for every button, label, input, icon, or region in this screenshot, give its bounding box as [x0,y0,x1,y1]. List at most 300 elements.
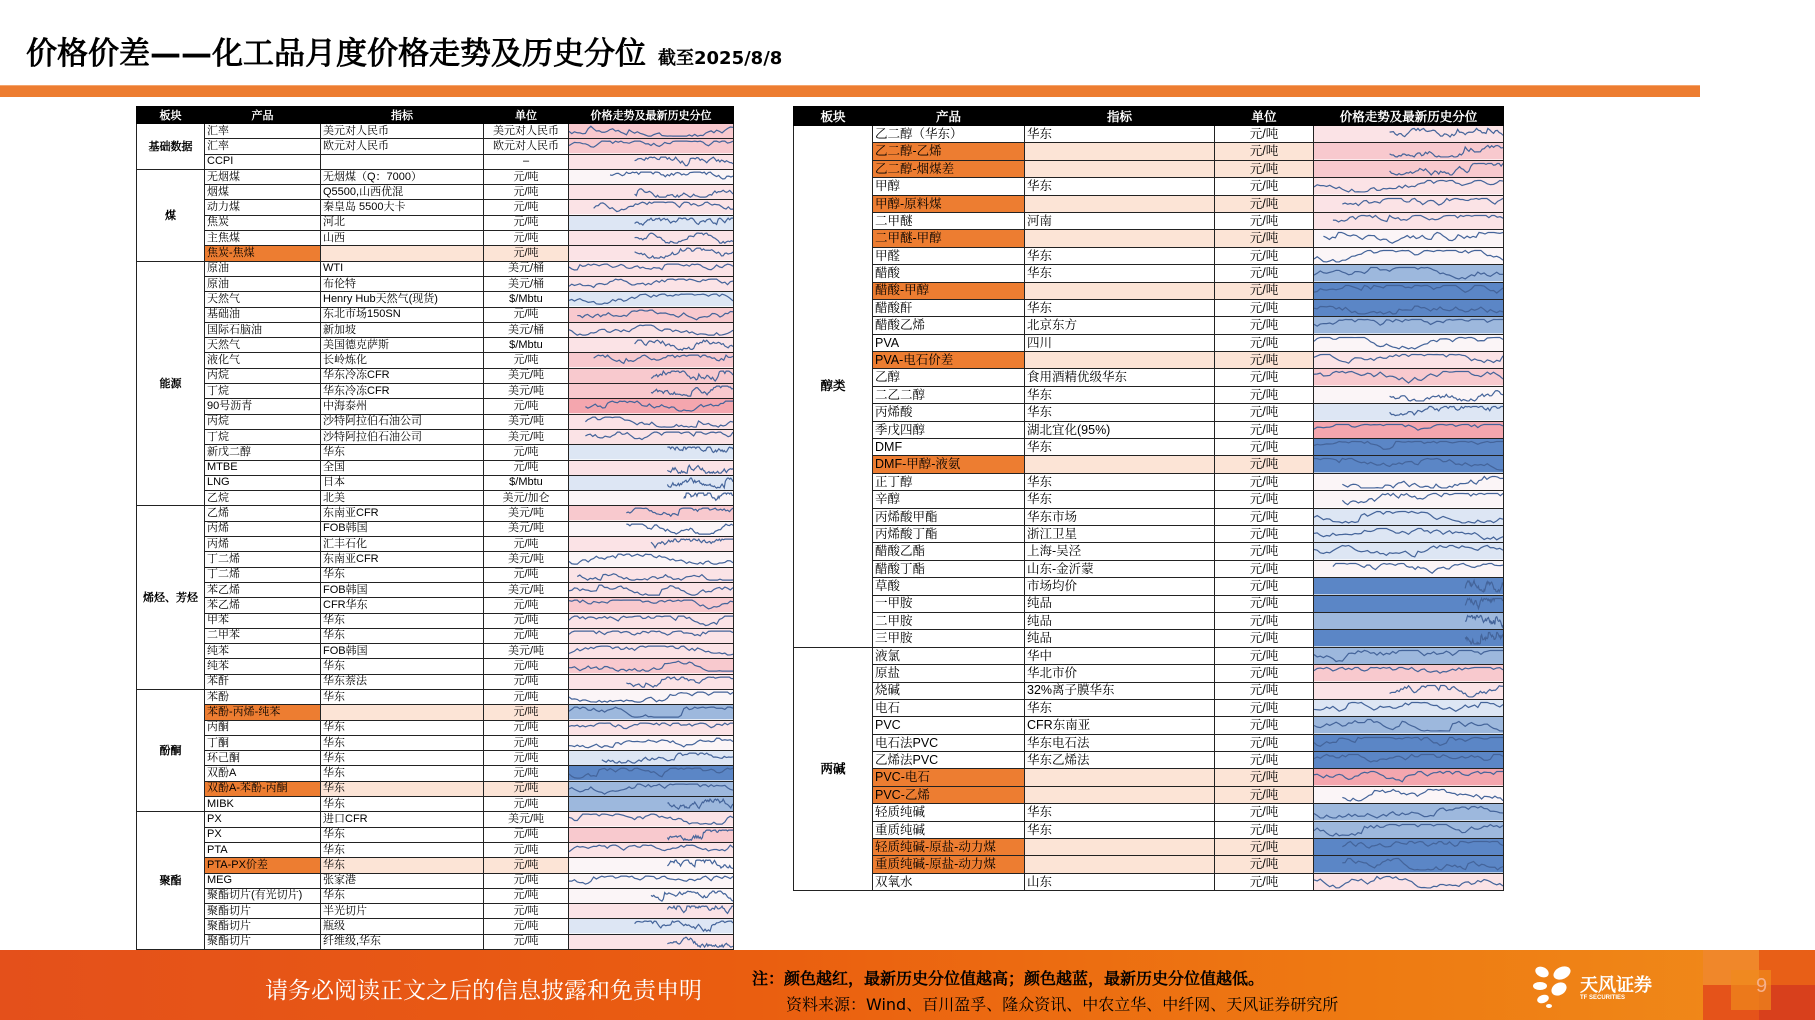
unit-cell: 元/吨 [484,169,569,184]
table-row [794,804,1504,821]
table-row [794,178,1504,195]
trend-sparkline [569,705,734,720]
table-row [794,665,1504,682]
indicator-cell: 新加坡 [321,322,484,337]
unit-cell: – [484,154,569,169]
trend-sparkline [1314,769,1504,786]
disclaimer-link: 请务必阅读正文之后的信息披露和免责申明 [265,978,702,1004]
unit-cell: 元/吨 [1215,282,1314,299]
trend-sparkline [569,873,734,888]
indicator-cell: 华东冷冻CFR [321,368,484,383]
product-cell: 轻质纯碱-原盐-动力煤 [873,839,1025,856]
indicator-cell: 华东 [1025,126,1215,143]
unit-cell: $/Mbtu [484,475,569,490]
col-header-sector: 板块 [137,107,205,124]
data-source: 资料来源：Wind、百川盈孚、隆众资讯、中农立华、中纤网、天风证券研究所 [786,995,1339,1014]
table-row [794,595,1504,612]
sector-cell: 烯烃、芳烃 [137,506,205,690]
unit-cell: 美元/加仑 [484,491,569,506]
indicator-cell: 中海泰州 [321,399,484,414]
unit-cell: 元/吨 [484,735,569,750]
product-cell: 液氯 [873,647,1025,664]
product-cell: 苯乙烯 [205,598,321,613]
product-cell: 烧碱 [873,682,1025,699]
table-row [794,839,1504,856]
indicator-cell: 华东 [321,689,484,704]
product-cell: MTBE [205,460,321,475]
table-row [137,414,734,429]
trend-sparkline [1314,352,1504,369]
unit-cell: 元/吨 [484,904,569,919]
indicator-cell: 瓶级 [321,919,484,934]
unit-cell: 元/吨 [1215,873,1314,890]
trend-sparkline [1314,473,1504,490]
unit-cell: 元/吨 [1215,421,1314,438]
table-row [137,613,734,628]
col-header-trend: 价格走势及最新历史分位 [569,107,734,124]
sector-cell: 聚酯 [137,812,205,950]
table-row [137,644,734,659]
indicator-cell: 张家港 [321,873,484,888]
indicator-cell: 华东 [1025,178,1215,195]
trend-sparkline [569,475,734,490]
trend-sparkline [569,674,734,689]
footer-bar [0,950,1815,1020]
trend-sparkline [569,521,734,536]
trend-sparkline [569,215,734,230]
product-cell: 丁二烯 [205,567,321,582]
indicator-cell: 华东乙烯法 [1025,752,1215,769]
unit-cell: 欧元对人民币 [484,139,569,154]
trend-sparkline [1314,230,1504,247]
product-cell: 甲醇 [873,178,1025,195]
unit-cell: 元/吨 [1215,665,1314,682]
product-cell: 三甲胺 [873,630,1025,647]
table-row [794,230,1504,247]
trend-sparkline [1314,282,1504,299]
trend-sparkline [569,246,734,261]
unit-cell: 元/吨 [1215,578,1314,595]
unit-cell: 元/吨 [484,537,569,552]
right-table-body [794,126,1504,891]
product-cell: 丙烯酸 [873,404,1025,421]
trend-sparkline [1314,508,1504,525]
indicator-cell [1025,769,1215,786]
indicator-cell: 美元对人民币 [321,124,484,139]
col-header-unit: 单位 [484,107,569,124]
trend-sparkline [1314,752,1504,769]
table-row [137,246,734,261]
table-row [794,560,1504,577]
product-cell: 重质纯碱 [873,821,1025,838]
indicator-cell: 华东 [1025,299,1215,316]
unit-cell: 美元/吨 [484,368,569,383]
product-cell: 焦炭 [205,215,321,230]
sector-cell: 基础数据 [137,124,205,170]
indicator-cell [321,154,484,169]
table-row [137,674,734,689]
product-cell: DMF [873,439,1025,456]
table-row [794,195,1504,212]
table-row [794,473,1504,490]
trend-sparkline [1314,126,1504,143]
table-row [137,154,734,169]
trend-sparkline [1314,821,1504,838]
product-cell: 醋酸-甲醇 [873,282,1025,299]
product-cell: 一甲胺 [873,595,1025,612]
table-row [137,475,734,490]
table-row [794,421,1504,438]
product-cell: 苯酚-丙烯-纯苯 [205,705,321,720]
table-row [137,368,734,383]
unit-cell: 美元/吨 [484,644,569,659]
unit-cell: 美元对人民币 [484,124,569,139]
trend-sparkline [569,445,734,460]
trend-sparkline [569,231,734,246]
indicator-cell: 华东 [321,628,484,643]
table-row [794,299,1504,316]
indicator-cell: 河南 [1025,212,1215,229]
product-cell: MEG [205,873,321,888]
table-row [137,934,734,949]
unit-cell: 元/吨 [1215,299,1314,316]
product-cell: 醋酸酐 [873,299,1025,316]
col-header-product: 产品 [205,107,321,124]
unit-cell: 美元/桶 [484,276,569,291]
unit-cell: 美元/吨 [484,521,569,536]
product-cell: 二乙二醇 [873,386,1025,403]
indicator-cell: 华东 [321,842,484,857]
table-header-row [794,107,1504,126]
unit-cell: 元/吨 [1215,647,1314,664]
table-row [137,842,734,857]
product-cell: 季戊四醇 [873,421,1025,438]
indicator-cell: 华中 [1025,647,1215,664]
unit-cell: 元/吨 [484,858,569,873]
unit-cell: 元/吨 [484,445,569,460]
trend-sparkline [569,399,734,414]
product-cell: 草酸 [873,578,1025,595]
trend-sparkline [569,124,734,139]
unit-cell: 元/吨 [484,246,569,261]
trend-sparkline [569,368,734,383]
unit-cell: 元/吨 [484,842,569,857]
table-row [794,212,1504,229]
unit-cell: 元/吨 [1215,386,1314,403]
indicator-cell: 华东 [1025,386,1215,403]
unit-cell: 元/吨 [484,460,569,475]
product-cell: 辛醇 [873,491,1025,508]
trend-sparkline [1314,439,1504,456]
trend-sparkline [1314,804,1504,821]
trend-sparkline [569,842,734,857]
table-row [794,873,1504,890]
unit-cell: 元/吨 [1215,491,1314,508]
trend-sparkline [569,720,734,735]
unit-cell: 元/吨 [1215,786,1314,803]
unit-cell: 元/吨 [484,781,569,796]
unit-cell: 元/吨 [1215,699,1314,716]
product-cell: 正丁醇 [873,473,1025,490]
product-cell: 丙烯 [205,537,321,552]
table-row [137,812,734,827]
unit-cell: 元/吨 [484,705,569,720]
trend-sparkline [569,154,734,169]
product-cell: 乙二醇-烟煤差 [873,160,1025,177]
left-price-table [136,106,734,950]
as-of-date: 截至2025/8/8 [658,48,783,69]
product-cell: 甲苯 [205,613,321,628]
table-row [794,682,1504,699]
table-row [794,126,1504,143]
table-row [794,786,1504,803]
unit-cell: 元/吨 [1215,230,1314,247]
table-header-row [137,107,734,124]
unit-cell: 元/吨 [1215,839,1314,856]
product-cell: PVC-乙烯 [873,786,1025,803]
indicator-cell: 华东 [321,781,484,796]
table-row [137,429,734,444]
indicator-cell: 全国 [321,460,484,475]
trend-sparkline [569,628,734,643]
unit-cell: 元/吨 [1215,369,1314,386]
indicator-cell: 北京东方 [1025,317,1215,334]
trend-sparkline [569,613,734,628]
product-cell: 原盐 [873,665,1025,682]
product-cell: PVA [873,334,1025,351]
trend-sparkline [1314,178,1504,195]
table-row [794,247,1504,264]
trend-sparkline [1314,856,1504,873]
indicator-cell: FOB韩国 [321,644,484,659]
table-row [137,720,734,735]
trend-sparkline [1314,404,1504,421]
unit-cell: 元/吨 [1215,804,1314,821]
product-cell: LNG [205,475,321,490]
indicator-cell: 进口CFR [321,812,484,827]
col-header-product: 产品 [873,107,1025,126]
unit-cell: 元/吨 [484,888,569,903]
product-cell: PX [205,812,321,827]
trend-sparkline [1314,699,1504,716]
table-row [137,827,734,842]
col-header-trend: 价格走势及最新历史分位 [1314,107,1504,126]
table-row [137,185,734,200]
trend-sparkline [569,537,734,552]
trend-sparkline [569,491,734,506]
unit-cell: 元/吨 [1215,769,1314,786]
indicator-cell: 华东 [1025,247,1215,264]
trend-sparkline [569,582,734,597]
indicator-cell: 上海-吴泾 [1025,543,1215,560]
trend-sparkline [569,919,734,934]
trend-sparkline [569,659,734,674]
indicator-cell: FOB韩国 [321,582,484,597]
indicator-cell: 浙江卫星 [1025,525,1215,542]
unit-cell: 美元/吨 [484,552,569,567]
trend-sparkline [569,552,734,567]
trend-sparkline [569,812,734,827]
indicator-cell: 无烟煤（Q：7000） [321,169,484,184]
table-row [137,705,734,720]
indicator-cell: 华东 [321,567,484,582]
indicator-cell: 华东冷冻CFR [321,384,484,399]
indicator-cell: 沙特阿拉伯石油公司 [321,414,484,429]
product-cell: 双酚A [205,766,321,781]
product-cell: 环己酮 [205,751,321,766]
product-cell: 乙醇 [873,369,1025,386]
trend-sparkline [569,598,734,613]
table-row [794,699,1504,716]
table-row [794,717,1504,734]
product-cell: 烟煤 [205,185,321,200]
product-cell: 电石 [873,699,1025,716]
indicator-cell: 华东 [1025,404,1215,421]
trend-sparkline [569,185,734,200]
product-cell: 重质纯碱-原盐-动力煤 [873,856,1025,873]
product-cell: 聚酯切片(有光切片) [205,888,321,903]
table-row [794,352,1504,369]
indicator-cell [1025,856,1215,873]
unit-cell: 元/吨 [1215,752,1314,769]
trend-sparkline [1314,143,1504,160]
indicator-cell [1025,786,1215,803]
indicator-cell [1025,282,1215,299]
table-row [137,491,734,506]
unit-cell: 元/吨 [1215,525,1314,542]
product-cell: 液化气 [205,353,321,368]
indicator-cell: 河北 [321,215,484,230]
unit-cell: 元/吨 [1215,317,1314,334]
indicator-cell [1025,160,1215,177]
unit-cell: 元/吨 [484,827,569,842]
indicator-cell: 长岭炼化 [321,353,484,368]
product-cell: 国际石脑油 [205,322,321,337]
table-row [794,160,1504,177]
product-cell: 汇率 [205,139,321,154]
unit-cell: 元/吨 [484,613,569,628]
indicator-cell: WTI [321,261,484,276]
trend-sparkline [569,307,734,322]
trend-sparkline [1314,299,1504,316]
unit-cell: 元/吨 [1215,126,1314,143]
product-cell: 天然气 [205,338,321,353]
trend-sparkline [1314,160,1504,177]
table-row [137,353,734,368]
product-cell: 90号沥青 [205,399,321,414]
unit-cell: 元/吨 [484,307,569,322]
product-cell: 电石法PVC [873,734,1025,751]
flower-logo-icon [1532,964,1576,1008]
unit-cell: 元/吨 [1215,178,1314,195]
trend-sparkline [1314,212,1504,229]
trend-sparkline [569,644,734,659]
indicator-cell: 华东 [321,751,484,766]
trend-sparkline [1314,195,1504,212]
indicator-cell: 华东 [1025,439,1215,456]
trend-sparkline [1314,334,1504,351]
table-row [137,873,734,888]
indicator-cell: 华东 [321,659,484,674]
unit-cell: 元/吨 [1215,734,1314,751]
trend-sparkline [569,735,734,750]
indicator-cell: 华东 [1025,804,1215,821]
indicator-cell: 华东市场 [1025,508,1215,525]
indicator-cell: 市场均价 [1025,578,1215,595]
trend-sparkline [1314,786,1504,803]
product-cell: 焦炭-焦煤 [205,246,321,261]
table-row [137,904,734,919]
trend-sparkline [569,414,734,429]
page-title [26,28,782,73]
table-row [794,491,1504,508]
trend-sparkline [569,781,734,796]
product-cell: 甲醛 [873,247,1025,264]
table-row [794,369,1504,386]
col-header-indicator: 指标 [321,107,484,124]
unit-cell: 元/吨 [484,567,569,582]
unit-cell: 元/吨 [1215,404,1314,421]
product-cell: 无烟煤 [205,169,321,184]
unit-cell: 美元/吨 [484,429,569,444]
table-row [794,752,1504,769]
trend-sparkline [569,429,734,444]
indicator-cell: 纯品 [1025,595,1215,612]
table-row [137,781,734,796]
trend-sparkline [569,934,734,949]
product-cell: 二甲醚-甲醇 [873,230,1025,247]
unit-cell: 美元/吨 [484,582,569,597]
table-row [137,751,734,766]
table-row [137,261,734,276]
product-cell: 新戊二醇 [205,445,321,460]
indicator-cell: 纯品 [1025,612,1215,629]
table-row [794,769,1504,786]
trend-sparkline [569,888,734,903]
trend-sparkline [569,353,734,368]
indicator-cell: 布伦特 [321,276,484,291]
product-cell: 苯乙烯 [205,582,321,597]
unit-cell: 元/吨 [484,399,569,414]
unit-cell: 元/吨 [484,215,569,230]
table-row [137,200,734,215]
table-row [137,797,734,812]
product-cell: 动力煤 [205,200,321,215]
indicator-cell: 日本 [321,475,484,490]
brand-name: 天风证券 [1580,975,1652,996]
table-row [137,124,734,139]
table-row [794,334,1504,351]
unit-cell: 美元/桶 [484,322,569,337]
unit-cell: 元/吨 [1215,265,1314,282]
table-row [794,265,1504,282]
unit-cell: 元/吨 [484,797,569,812]
indicator-cell: 纯品 [1025,630,1215,647]
trend-sparkline [569,460,734,475]
indicator-cell: 东南亚CFR [321,552,484,567]
indicator-cell: 东南亚CFR [321,506,484,521]
trend-sparkline [1314,456,1504,473]
trend-sparkline [1314,612,1504,629]
trend-sparkline [569,797,734,812]
table-row [794,386,1504,403]
indicator-cell: 华东电石法 [1025,734,1215,751]
product-cell: 聚酯切片 [205,919,321,934]
unit-cell: 元/吨 [1215,212,1314,229]
trend-sparkline [1314,386,1504,403]
table-row [794,439,1504,456]
table-row [137,139,734,154]
